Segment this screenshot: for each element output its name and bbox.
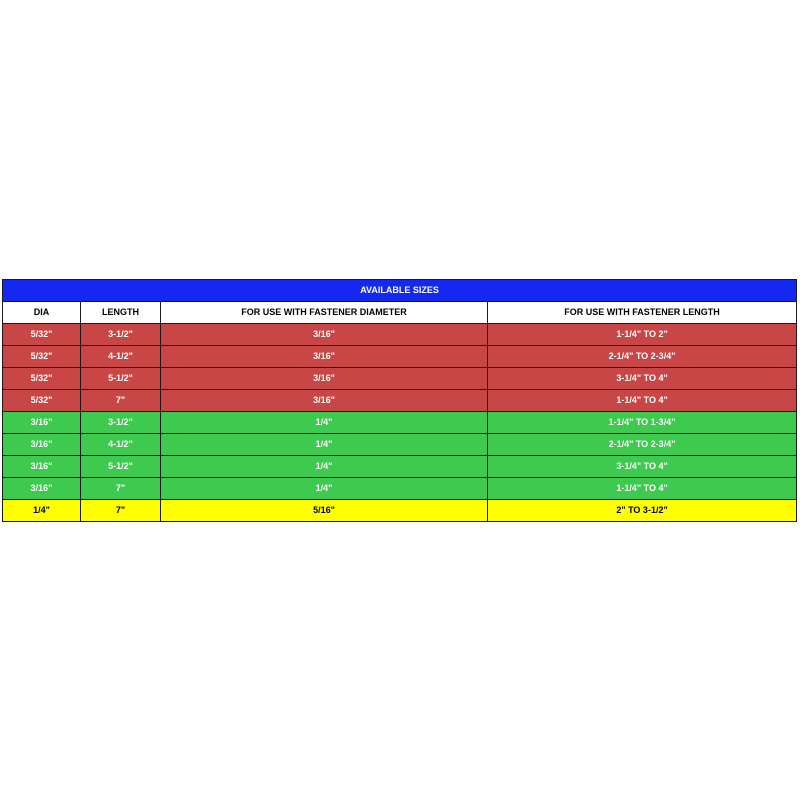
cell-dia: 5/32" [3,324,81,346]
header-fastener-length: FOR USE WITH FASTENER LENGTH [488,302,797,324]
table-row [3,368,797,390]
cell-length: 3-1/2" [81,412,161,434]
cell-fastener-diameter: 3/16" [161,390,488,412]
header-dia: DIA [3,302,81,324]
cell-fastener-length: 1-1/4" TO 2" [488,324,797,346]
cell-length: 3-1/2" [81,324,161,346]
header-length: LENGTH [81,302,161,324]
cell-fastener-diameter: 1/4" [161,434,488,456]
cell-fastener-diameter: 1/4" [161,478,488,500]
table-header-row [3,302,797,324]
table-row [3,500,797,522]
cell-fastener-length: 1-1/4" TO 4" [488,390,797,412]
cell-length: 7" [81,390,161,412]
cell-dia: 1/4" [3,500,81,522]
cell-length: 7" [81,500,161,522]
cell-fastener-diameter: 5/16" [161,500,488,522]
cell-fastener-length: 2" TO 3-1/2" [488,500,797,522]
cell-fastener-diameter: 3/16" [161,368,488,390]
cell-fastener-length: 1-1/4" TO 1-3/4" [488,412,797,434]
table-row [3,346,797,368]
cell-length: 5-1/2" [81,368,161,390]
table-title: AVAILABLE SIZES [3,280,797,302]
cell-fastener-diameter: 1/4" [161,456,488,478]
cell-fastener-length: 3-1/4" TO 4" [488,368,797,390]
cell-length: 4-1/2" [81,434,161,456]
cell-dia: 3/16" [3,478,81,500]
cell-dia: 5/32" [3,390,81,412]
cell-fastener-diameter: 3/16" [161,346,488,368]
table-title-row [3,280,797,302]
available-sizes-table [2,279,797,522]
table-row [3,324,797,346]
cell-fastener-length: 1-1/4" TO 4" [488,478,797,500]
header-fastener-diameter: FOR USE WITH FASTENER DIAMETER [161,302,488,324]
cell-fastener-diameter: 3/16" [161,324,488,346]
cell-dia: 5/32" [3,346,81,368]
cell-dia: 3/16" [3,412,81,434]
cell-length: 7" [81,478,161,500]
cell-fastener-length: 3-1/4" TO 4" [488,456,797,478]
cell-dia: 5/32" [3,368,81,390]
cell-dia: 3/16" [3,434,81,456]
table-row [3,412,797,434]
table-row [3,456,797,478]
cell-fastener-length: 2-1/4" TO 2-3/4" [488,346,797,368]
cell-fastener-diameter: 1/4" [161,412,488,434]
cell-fastener-length: 2-1/4" TO 2-3/4" [488,434,797,456]
cell-length: 4-1/2" [81,346,161,368]
cell-dia: 3/16" [3,456,81,478]
table-row [3,390,797,412]
cell-length: 5-1/2" [81,456,161,478]
table-row [3,434,797,456]
table-row [3,478,797,500]
